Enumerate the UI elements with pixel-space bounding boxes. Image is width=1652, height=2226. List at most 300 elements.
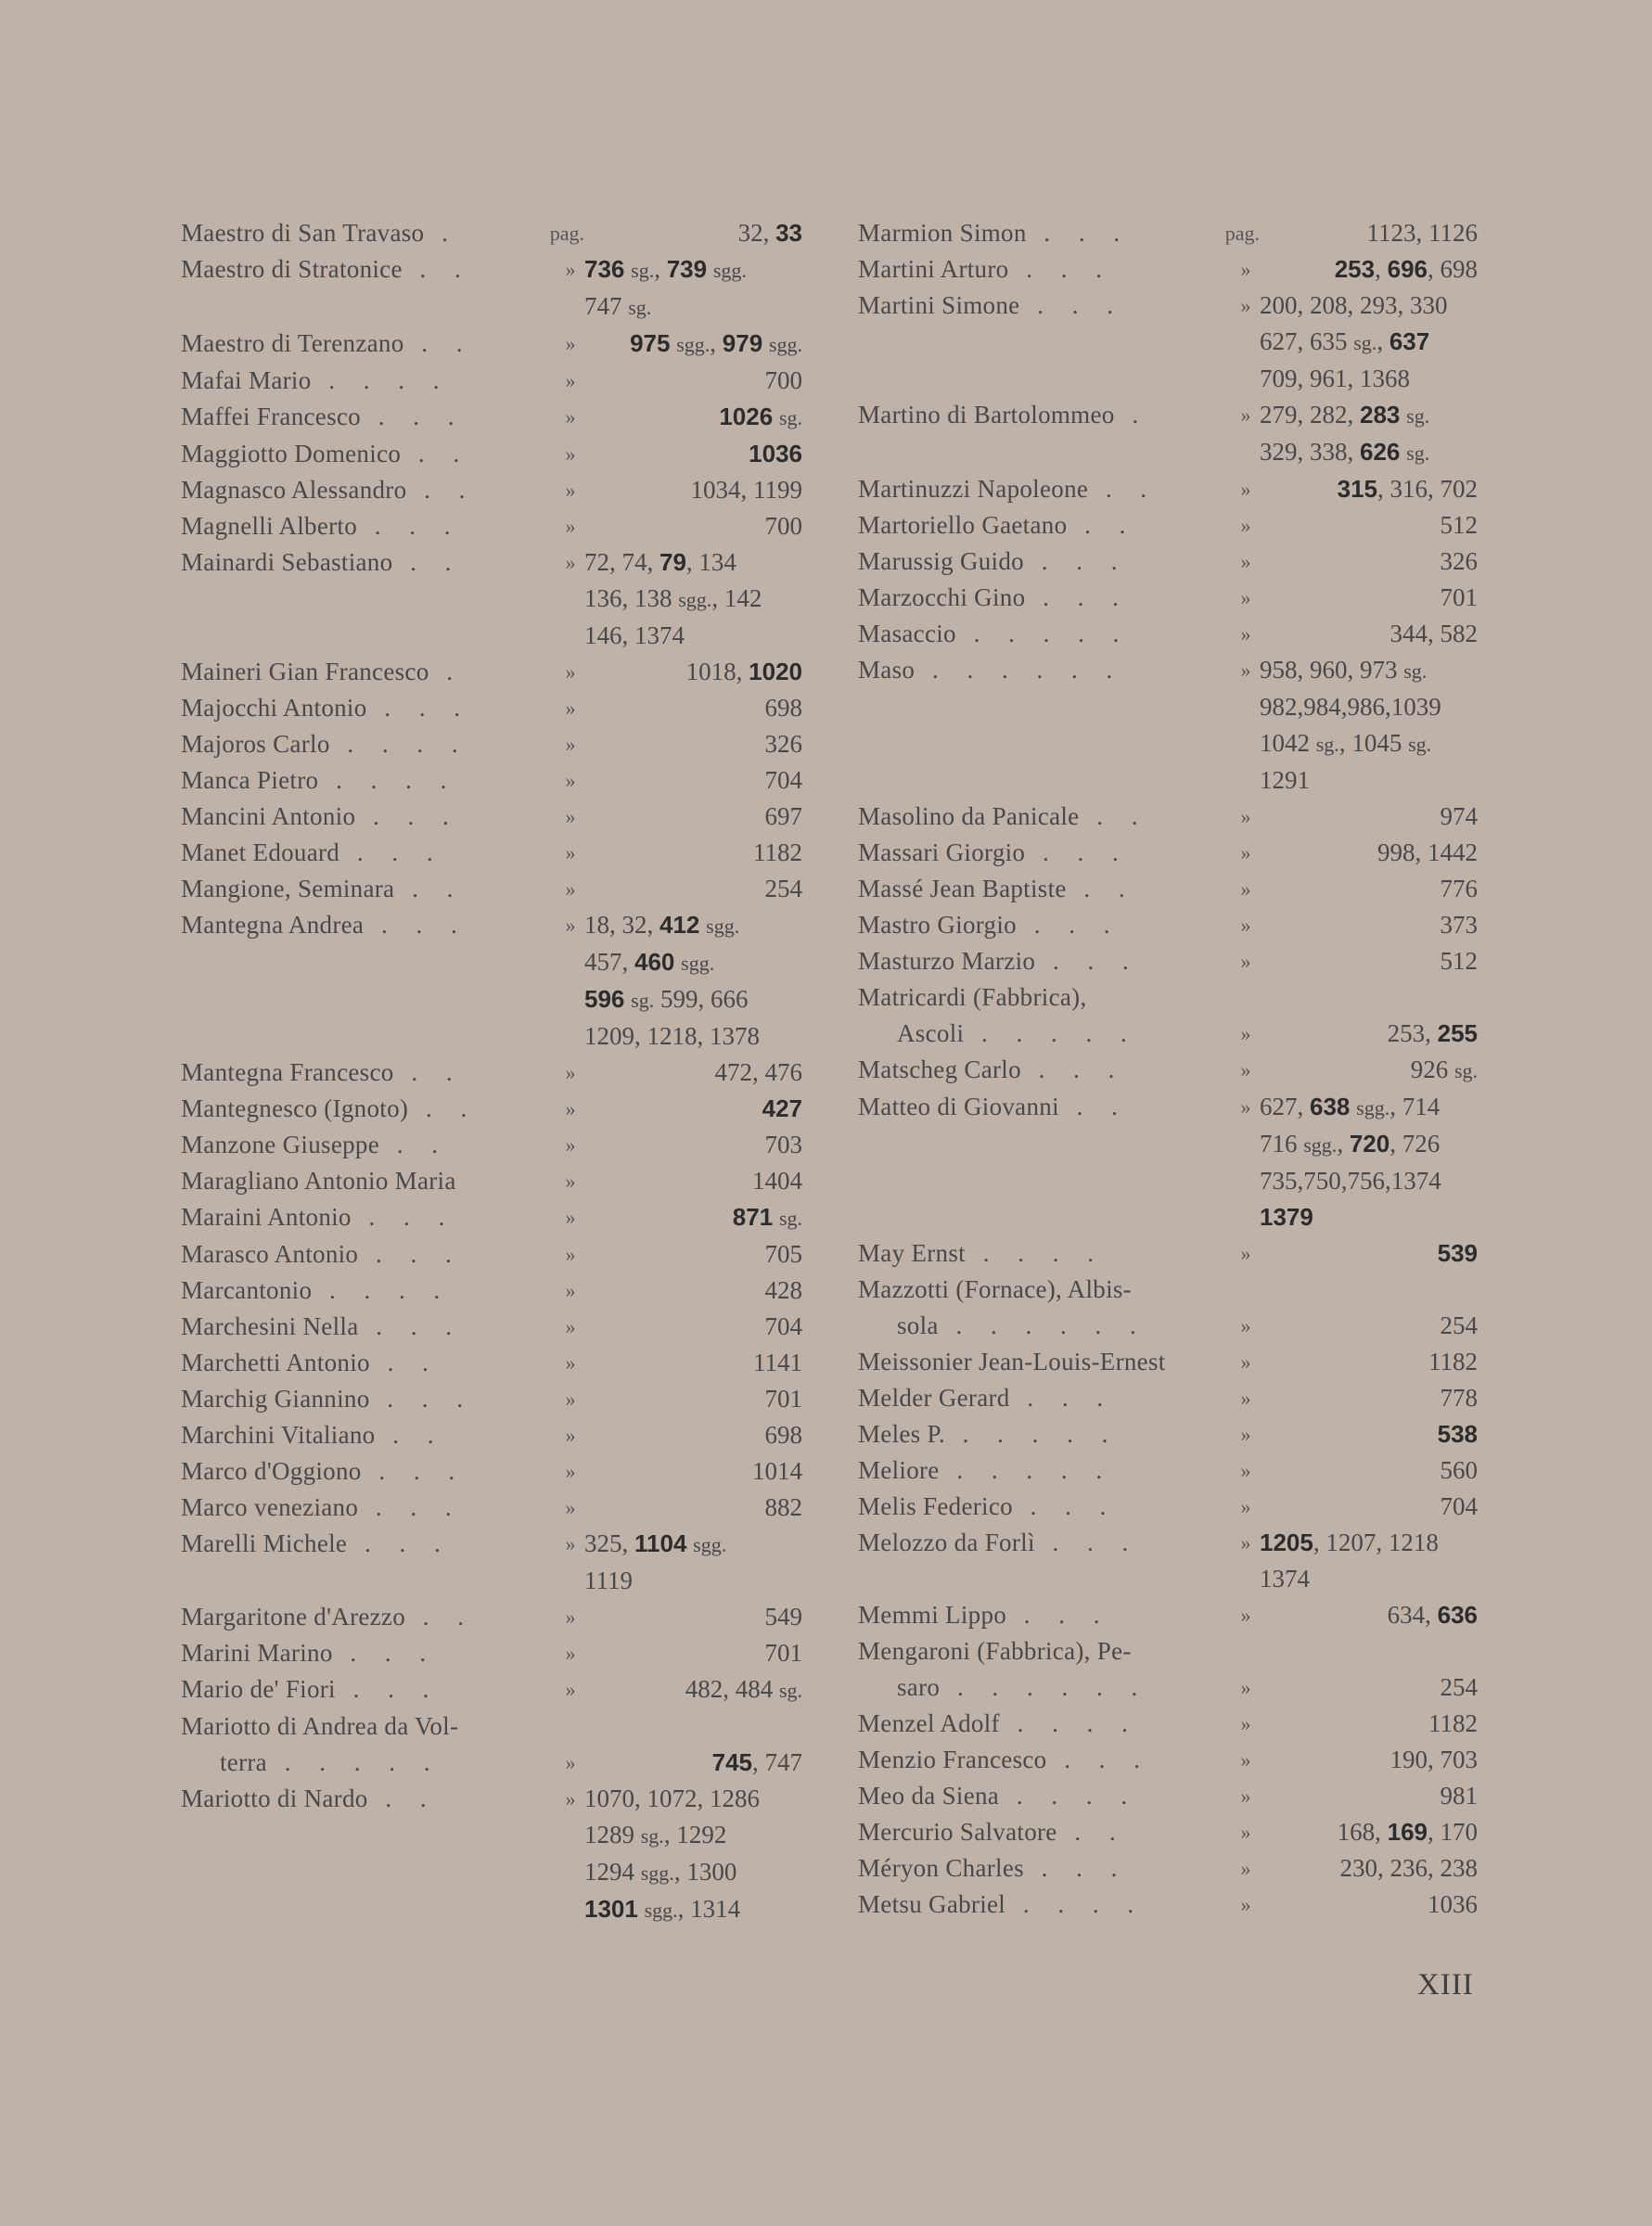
entry-name: Magnasco Alessandro . . — [181, 476, 477, 504]
index-entry — [181, 1273, 802, 1309]
entry-pages: 254 — [1440, 1311, 1478, 1339]
page-marker: pag. — [549, 222, 584, 245]
entry-name: May Ernst . . . . — [858, 1239, 1105, 1267]
entry-pages: 326 — [764, 730, 802, 758]
leader-dots: . . — [394, 875, 465, 902]
leader-dots: . . . — [1008, 255, 1113, 283]
page-marker: » — [1240, 478, 1251, 501]
entry-pages: 72, 74, 79, 134 136, 138 sgg., 142 146, 1374 — [584, 548, 762, 649]
entry-pages: 700 — [764, 366, 802, 394]
leader-dots: . . . — [358, 1493, 463, 1521]
entry-pages: 701 — [1440, 583, 1478, 611]
leader-dots: . . . . — [999, 1782, 1139, 1810]
entry-name: Mantegna Francesco . . — [181, 1058, 464, 1086]
index-entry — [181, 399, 802, 436]
leader-dots: . . — [402, 255, 472, 283]
entry-pages: 1123, 1126 — [1366, 219, 1478, 247]
index-entry — [858, 1778, 1478, 1814]
entry-pages: 279, 282, 283 sg. 329, 338, 626 sg. — [1260, 401, 1430, 466]
page-marker: » — [565, 805, 576, 828]
index-entry — [858, 397, 1478, 471]
page-marker: » — [1240, 1893, 1251, 1916]
index-entry — [858, 580, 1478, 616]
entry-pages: 736 sg., 739 sgg. 747 sg. — [584, 255, 747, 320]
entry-name: Maggiotto Domenico . . — [181, 440, 471, 467]
entry-pages: 539 — [1437, 1239, 1478, 1267]
entry-name: Marelli Michele . . . — [181, 1529, 452, 1557]
index-entry — [181, 799, 802, 835]
entry-pages: 373 — [1440, 911, 1478, 939]
entry-pages: 704 — [764, 1312, 802, 1340]
entry-pages: 32, 33 — [737, 219, 802, 247]
entry-name: Manca Pietro . . . . — [181, 766, 458, 794]
leader-dots: . . — [401, 440, 471, 467]
index-entry — [181, 835, 802, 871]
index-entry — [181, 1526, 802, 1599]
entry-pages: 560 — [1440, 1456, 1478, 1484]
page-marker: » — [565, 697, 576, 720]
index-entry — [181, 1055, 802, 1091]
page-marker: » — [1240, 258, 1251, 281]
entry-pages: 701 — [764, 1385, 802, 1413]
entry-pages: 1182 — [1428, 1348, 1478, 1375]
page-marker: » — [565, 1532, 576, 1555]
page-marker: » — [1240, 1821, 1251, 1844]
index-entry — [181, 326, 802, 363]
entry-pages: 549 — [764, 1603, 802, 1631]
index-entry — [858, 1272, 1478, 1344]
leader-dots: . . — [367, 1785, 438, 1812]
entry-name: Maestro di Stratonice . . — [181, 255, 472, 283]
index-entry — [858, 943, 1478, 979]
entry-pages: 701 — [764, 1639, 802, 1667]
entry-name: Mario de' Fiori . . . — [181, 1675, 441, 1703]
leader-dots: . . . . . . — [915, 656, 1124, 684]
leader-dots: . . — [1058, 1093, 1129, 1120]
entry-name: Matricardi (Fabbrica), Ascoli . . . . . — [858, 983, 1138, 1047]
page-marker: » — [565, 479, 576, 502]
page-marker: » — [565, 332, 576, 355]
entry-pages: 1070, 1072, 1286 1289 sg., 1292 1294 sgg., 1300 1301 sgg., 1314 — [584, 1785, 760, 1923]
leader-dots: . . — [1079, 802, 1149, 830]
entry-name: Meo da Siena . . . . — [858, 1782, 1139, 1810]
entry-pages: 344, 582 — [1389, 620, 1478, 647]
entry-pages: 704 — [764, 766, 802, 794]
index-entry — [858, 1742, 1478, 1778]
entry-pages: 168, 169, 170 — [1337, 1818, 1478, 1846]
page-marker: » — [1240, 1387, 1251, 1410]
entry-name: Masturzo Marzio . . . — [858, 947, 1140, 975]
entry-name: Matscheg Carlo . . . — [858, 1055, 1126, 1083]
leader-dots: . . — [405, 1603, 476, 1631]
entry-pages: 705 — [764, 1240, 802, 1268]
index-entry — [181, 251, 802, 326]
entry-name: Manet Edouard . . . — [181, 838, 444, 866]
entry-pages: 472, 476 — [714, 1058, 802, 1086]
leader-dots: . — [424, 219, 459, 247]
page-marker: » — [1240, 1748, 1251, 1772]
entry-name: Mantegna Andrea . . . — [181, 911, 468, 939]
entry-name: Majoros Carlo . . . . — [181, 730, 469, 758]
entry-name: Martoriello Gaetano . . — [858, 511, 1137, 539]
leader-dots: . . . . . — [955, 620, 1131, 647]
index-entry — [181, 1635, 802, 1671]
entry-name: Margaritone d'Arezzo . . — [181, 1603, 476, 1631]
entry-name: Mangione, Seminara . . — [181, 875, 465, 902]
entry-pages: 958, 960, 973 sg. 982,984,986,1039 1042 sg., 1045 sg. 1291 — [1260, 656, 1441, 794]
index-entry — [181, 1381, 802, 1417]
leader-dots: . . . — [1035, 947, 1140, 975]
leader-dots: . . . — [1023, 547, 1129, 575]
entry-pages: 1141 — [753, 1349, 802, 1376]
entry-pages: 1182 — [753, 838, 802, 866]
page-marker: pag. — [1224, 222, 1260, 245]
leader-dots: . . — [375, 1421, 445, 1449]
page-marker: » — [565, 405, 576, 429]
index-entry — [858, 1814, 1478, 1850]
index-entry — [181, 436, 802, 472]
index-entry — [858, 1633, 1478, 1706]
leader-dots: . . — [406, 476, 477, 504]
page-marker: » — [565, 369, 576, 392]
index-entry — [858, 215, 1478, 251]
entry-name: Marchesini Nella . . . — [181, 1312, 463, 1340]
entry-pages: 698 — [764, 694, 802, 722]
leader-dots: . . . — [358, 1312, 463, 1340]
index-entry — [858, 1452, 1478, 1489]
index-entry — [181, 1490, 802, 1526]
leader-dots: . . . — [1016, 911, 1121, 939]
leader-dots: . . . . — [329, 730, 469, 758]
leader-dots: . . . — [364, 911, 468, 939]
page-marker: » — [565, 442, 576, 466]
page-marker: » — [565, 1606, 576, 1629]
entry-name: Maso . . . . . . — [858, 656, 1124, 684]
leader-dots: . . . — [361, 1457, 467, 1485]
leader-dots: . . . — [1023, 1854, 1129, 1882]
entry-pages: 1036 — [749, 440, 802, 467]
index-entry — [181, 544, 802, 654]
entry-name: Martino di Bartolommeo . — [858, 401, 1150, 429]
index-entry — [858, 1052, 1478, 1089]
entry-pages: 1026 sg. — [719, 403, 802, 430]
index-entry — [858, 979, 1478, 1052]
leader-dots: . . — [393, 1058, 464, 1086]
entry-name: Metsu Gabriel . . . . — [858, 1890, 1146, 1918]
leader-dots: . — [1114, 401, 1150, 429]
leader-dots: . . . . — [1005, 1890, 1146, 1918]
index-entry — [858, 871, 1478, 907]
page-marker: » — [1240, 1495, 1251, 1518]
entry-pages: 1404 — [752, 1167, 802, 1195]
page-marker: » — [565, 914, 576, 937]
leader-dots: . . . — [1009, 1384, 1115, 1412]
entry-pages: 230, 236, 238 — [1339, 1854, 1478, 1882]
entry-name: Marchetti Antonio . . — [181, 1349, 440, 1376]
leader-dots: . . . — [351, 1203, 456, 1231]
index-entry — [181, 1417, 802, 1453]
entry-name: Maragliano Antonio Maria — [181, 1167, 456, 1195]
entry-name: Meissonier Jean-Louis-Ernest — [858, 1348, 1166, 1375]
leader-dots: . . . — [366, 694, 472, 722]
leader-dots: . . . — [357, 512, 462, 540]
page-marker: » — [1240, 805, 1251, 828]
entry-name: Mengaroni (Fabbrica), Pe- saro . . . . . . — [858, 1637, 1149, 1701]
page-marker: » — [565, 1424, 576, 1447]
entry-pages: 698 — [764, 1421, 802, 1449]
index-entry — [181, 907, 802, 1055]
page-marker: » — [1240, 1022, 1251, 1045]
leader-dots: . . . — [1046, 1746, 1151, 1773]
entry-pages: 538 — [1437, 1420, 1478, 1448]
leader-dots: . . — [1067, 511, 1137, 539]
index-entry — [858, 1489, 1478, 1525]
page-marker: » — [565, 1787, 576, 1810]
page-marker: » — [565, 1097, 576, 1120]
entry-name: Maraini Antonio . . . — [181, 1203, 456, 1231]
page-marker: » — [565, 769, 576, 792]
leader-dots: . . . — [335, 1675, 441, 1703]
page-marker: » — [565, 1642, 576, 1665]
entry-pages: 326 — [1440, 547, 1478, 575]
index-entry — [181, 1453, 802, 1490]
entry-pages: 427 — [762, 1094, 802, 1122]
entry-name: Mariotto di Nardo . . — [181, 1785, 438, 1812]
index-entry — [181, 1309, 802, 1345]
entry-name: Marmion Simon . . . — [858, 219, 1132, 247]
entry-name: Mariotto di Andrea da Vol- terra . . . . . — [181, 1712, 459, 1776]
page-marker: » — [1240, 1423, 1251, 1446]
index-entry — [181, 654, 802, 690]
leader-dots: . . . . — [965, 1239, 1105, 1267]
entry-name: Massari Giorgio . . . — [858, 838, 1130, 866]
entry-name: Melis Federico . . . — [858, 1492, 1118, 1520]
left-index-column — [181, 215, 802, 1928]
leader-dots: . . . — [1025, 583, 1130, 611]
leader-dots: . . . — [1034, 1529, 1140, 1556]
leader-dots: . . . — [1019, 291, 1124, 319]
leader-dots: . . . — [339, 838, 444, 866]
leader-dots: . . . — [347, 1529, 452, 1557]
leader-dots: . . . — [1006, 1601, 1111, 1629]
page-marker: » — [565, 515, 576, 538]
entry-name: Marasco Antonio . . . — [181, 1240, 463, 1268]
entry-name: Manzone Giuseppe . . — [181, 1131, 449, 1158]
entry-name: Marussig Guido . . . — [858, 547, 1129, 575]
leader-dots: . . . . . . — [938, 1311, 1147, 1339]
entry-name: Menzel Adolf . . . . — [858, 1709, 1139, 1737]
entry-name: Méryon Charles . . . — [858, 1854, 1129, 1882]
index-entry — [181, 1091, 802, 1127]
leader-dots: . . . . . . — [940, 1673, 1149, 1701]
index-entry — [858, 616, 1478, 652]
entry-name: Martini Arturo . . . — [858, 255, 1113, 283]
page-marker: » — [565, 841, 576, 864]
page-marker: » — [565, 733, 576, 756]
page-marker: » — [1240, 1242, 1251, 1265]
index-entry — [181, 472, 802, 508]
entry-name: Maestro di San Travaso . — [181, 219, 459, 247]
index-entry — [858, 1089, 1478, 1235]
index-entry — [858, 1416, 1478, 1452]
entry-pages: 1205, 1207, 1218 1374 — [1260, 1529, 1439, 1593]
entry-pages: 975 sgg., 979 sgg. — [630, 329, 802, 357]
entry-pages: 700 — [764, 512, 802, 540]
entry-pages: 315, 316, 702 — [1337, 475, 1478, 503]
leader-dots: . . . — [1026, 219, 1132, 247]
entry-name: Mazzotti (Fornace), Albis- sola . . . . . . — [858, 1275, 1147, 1339]
index-entry — [181, 508, 802, 544]
index-entry — [858, 1344, 1478, 1380]
entry-name: Mancini Antonio . . . — [181, 802, 460, 830]
leader-dots: . . . . . — [944, 1420, 1120, 1448]
entry-pages: 512 — [1440, 947, 1478, 975]
entry-name: Mercurio Salvatore . . — [858, 1818, 1127, 1846]
page-marker: » — [1240, 950, 1251, 973]
entry-pages: 974 — [1440, 802, 1478, 830]
entry-pages: 882 — [764, 1493, 802, 1521]
leader-dots: . . — [1066, 875, 1136, 902]
entry-pages: 778 — [1440, 1384, 1478, 1412]
entry-name: Marzocchi Gino . . . — [858, 583, 1130, 611]
page-marker: » — [565, 1279, 576, 1302]
entry-pages: 428 — [764, 1276, 802, 1304]
entry-name: Marchig Giannino . . . — [181, 1385, 475, 1413]
index-entry — [858, 799, 1478, 835]
page-marker: » — [1240, 1531, 1251, 1554]
entry-pages: 704 — [1440, 1492, 1478, 1520]
entry-pages: 18, 32, 412 sgg. 457, 460 sgg. 596 sg. 599, 666 1209, 1218, 1378 — [584, 911, 760, 1050]
leader-dots: . . . — [1012, 1492, 1118, 1520]
entry-name: Masaccio . . . . . — [858, 620, 1131, 647]
leader-dots: . . . — [1025, 838, 1130, 866]
page-marker: » — [565, 660, 576, 684]
entry-pages: 253, 255 — [1387, 1019, 1478, 1047]
page-marker: » — [1240, 841, 1251, 864]
page-marker: » — [565, 1460, 576, 1483]
index-entry — [181, 215, 802, 251]
entry-name: Mainardi Sebastiano . . — [181, 548, 463, 576]
leader-dots: . . — [1057, 1818, 1127, 1846]
leader-dots: . . — [392, 548, 463, 576]
entry-pages: 254 — [764, 875, 802, 902]
entry-name: Menzio Francesco . . . — [858, 1746, 1151, 1773]
entry-pages: 703 — [764, 1131, 802, 1158]
entry-name: Maineri Gian Francesco . — [181, 658, 465, 685]
page-marker: » — [1240, 1785, 1251, 1808]
index-entry — [181, 1199, 802, 1236]
leader-dots: . . . . — [318, 766, 458, 794]
page-marker: » — [565, 1751, 576, 1774]
entry-name: Memmi Lippo . . . — [858, 1601, 1111, 1629]
entry-name: Meliore . . . . . — [858, 1456, 1114, 1484]
page-marker: » — [1240, 1095, 1251, 1119]
page-marker: » — [1240, 403, 1251, 427]
page-marker: » — [1240, 877, 1251, 901]
index-entry — [181, 726, 802, 762]
index-entry — [858, 1597, 1478, 1633]
entry-pages: 1018, 1020 — [685, 658, 802, 685]
entry-pages: 871 sg. — [732, 1203, 802, 1231]
entry-pages: 776 — [1440, 875, 1478, 902]
leader-dots: . . . . — [312, 1276, 452, 1304]
entry-pages: 926 sg. — [1410, 1055, 1478, 1083]
entry-pages: 200, 208, 293, 330 627, 635 sg., 637 709, 961, 1368 — [1260, 291, 1448, 392]
page-marker: » — [1240, 1604, 1251, 1627]
page-marker: » — [1240, 1314, 1251, 1337]
page-marker: » — [1240, 914, 1251, 937]
leader-dots: . . — [369, 1349, 440, 1376]
entry-name: Marco d'Oggiono . . . — [181, 1457, 467, 1485]
entry-name: Marini Marino . . . — [181, 1639, 438, 1667]
page-marker: » — [565, 1351, 576, 1375]
leader-dots: . . . — [1020, 1055, 1126, 1083]
leader-dots: . . . . — [999, 1709, 1139, 1737]
leader-dots: . . . . . — [939, 1456, 1114, 1484]
index-entry — [181, 1127, 802, 1163]
leader-dots: . . — [378, 1131, 449, 1158]
page-marker: » — [1240, 1712, 1251, 1735]
leader-dots: . . . . . — [964, 1019, 1138, 1047]
page-marker: » — [1240, 1058, 1251, 1081]
entry-pages: 981 — [1440, 1782, 1478, 1810]
leader-dots: . . — [403, 329, 474, 357]
index-entry — [181, 871, 802, 907]
entry-name: Mastro Giorgio . . . — [858, 911, 1121, 939]
entry-pages: 697 — [764, 802, 802, 830]
entry-pages: 1034, 1199 — [690, 476, 802, 504]
entry-name: Martinuzzi Napoleone . . — [858, 475, 1159, 503]
entry-pages: 745, 747 — [711, 1748, 802, 1776]
entry-pages: 627, 638 sgg., 714 716 sgg., 720, 726 735,750,756,1374 1379 — [1260, 1093, 1441, 1231]
leader-dots: . . . — [355, 802, 460, 830]
entry-pages: 253, 696, 698 — [1334, 255, 1478, 283]
entry-name: Marcantonio . . . . — [181, 1276, 452, 1304]
index-entry — [858, 1706, 1478, 1742]
entry-name: Martini Simone . . . — [858, 291, 1124, 319]
entry-name: Meles P. . . . . . — [858, 1420, 1120, 1448]
entry-name: Maffei Francesco . . . — [181, 403, 466, 430]
page-number: XIII — [1417, 1968, 1474, 2002]
leader-dots: . . — [1088, 475, 1159, 503]
page-marker: » — [565, 258, 576, 281]
page-marker: » — [1240, 550, 1251, 573]
entry-pages: 634, 636 — [1387, 1601, 1478, 1629]
leader-dots: . . . . — [311, 366, 451, 394]
entry-pages: 512 — [1440, 511, 1478, 539]
right-index-column — [858, 215, 1478, 1923]
index-entry — [858, 288, 1478, 397]
index-entry — [181, 363, 802, 399]
page-marker: » — [565, 1496, 576, 1519]
leader-dots: . — [429, 658, 465, 685]
page-marker: » — [1240, 294, 1251, 317]
page-marker: » — [1240, 1857, 1251, 1880]
entry-name: Magnelli Alberto . . . — [181, 512, 462, 540]
entry-name: Massé Jean Baptiste . . — [858, 875, 1136, 902]
entry-name: Maestro di Terenzano . . — [181, 329, 474, 357]
entry-name: Matteo di Giovanni . . — [858, 1093, 1129, 1120]
index-entry — [858, 471, 1478, 507]
entry-pages: 482, 484 sg. — [685, 1675, 802, 1703]
entry-name: Mantegnesco (Ignoto) . . — [181, 1094, 479, 1122]
entry-pages: 998, 1442 — [1377, 838, 1478, 866]
index-entry — [181, 762, 802, 799]
entry-pages: 254 — [1440, 1673, 1478, 1701]
page-marker: » — [1240, 514, 1251, 537]
index-entry — [181, 1671, 802, 1708]
index-entry — [858, 251, 1478, 288]
